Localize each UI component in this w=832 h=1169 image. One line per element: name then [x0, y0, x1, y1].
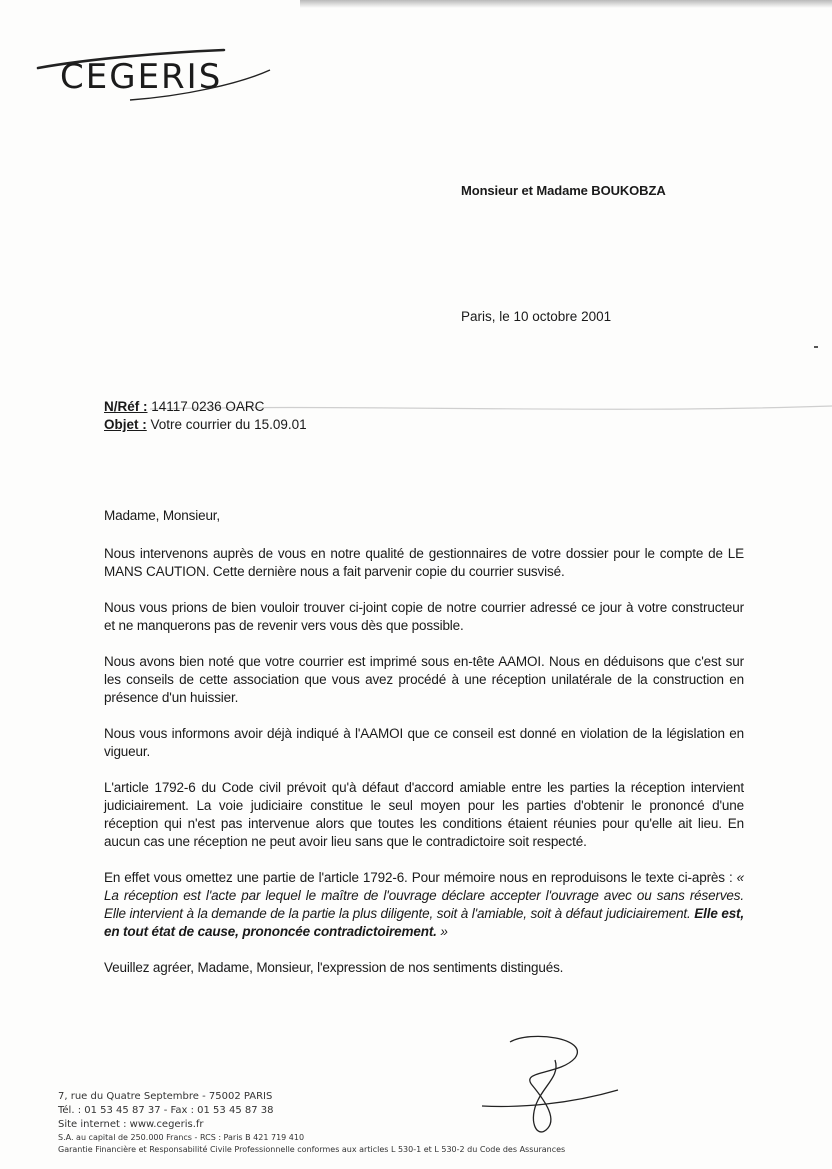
reference-label: N/Réf : — [104, 399, 148, 414]
article-quote-close: » — [436, 924, 448, 939]
company-footer — [58, 1090, 565, 1156]
date-line: Paris, le 10 octobre 2001 — [461, 309, 612, 324]
paragraph-2: Nous vous prions de bien vouloir trouver ci-joint copie de notre courrier adressé ce jour à votre constructeur et ne manquerons pas de revenir vers vous dès que possible. — [104, 600, 744, 633]
subject-value: Votre courrier du 15.09.01 — [150, 417, 307, 432]
reference-value: 14117 0236 OARC — [151, 399, 265, 414]
footer-guarantee: Garantie Financière et Responsabilité Civile Professionnelle conformes aux articles L 530-1 et L 530-2 du Code des Assurances — [58, 1145, 566, 1154]
article-quote: « La réception est l'acte par lequel le maître de l'ouvrage déclare accepter l'ouvrage avec ou sans réserves. Elle intervient à la demande de la partie la plus diligente, soit à l'amiable, soit à défaut judiciairement. — [104, 870, 744, 921]
salutation: Madame, Monsieur, — [104, 508, 221, 523]
closing-formula: Veuillez agréer, Madame, Monsieur, l'expression de nos sentiments distingués. — [104, 960, 564, 975]
scan-speck — [814, 346, 818, 348]
footer-website: Site internet : www.cegeris.fr — [58, 1119, 204, 1130]
scan-edge-shadow — [300, 0, 832, 8]
recipient-name: Monsieur et Madame BOUKOBZA — [461, 183, 666, 198]
article-quote-emphasis: Elle est, en tout état de cause, prononcée contradictoirement. — [104, 906, 744, 939]
paragraph-6 — [104, 869, 744, 941]
subject-line — [104, 416, 307, 434]
footer-capital: S.A. au capital de 250.000 Francs - RCS : Paris B 421 719 410 — [58, 1133, 305, 1142]
paragraph-5: L'article 1792-6 du Code civil prévoit qu'à défaut d'accord amiable entre les parties la réception intervient judiciairement. La voie judiciaire constitue le seul moyen pour les parties d'obtenir le prononcé d'une réception qui n'est pas intervenue alors que toutes les conditions étaient réunies pour qu'elle ait lieu. En aucun cas une réception ne peut avoir lieu sans que le contradictoire soit respecté. — [104, 780, 744, 849]
cegeris-logo — [34, 44, 274, 104]
paragraph-6-intro: En effet vous omettez une partie de l'article 1792-6. Pour mémoire nous en reproduisons le texte ci-après : — [104, 870, 737, 885]
paragraph-4: Nous vous informons avoir déjà indiqué à l'AAMOI que ce conseil est donné en violation de la législation en vigueur. — [104, 726, 744, 759]
paragraph-1: Nous intervenons auprès de vous en notre qualité de gestionnaires de votre dossier pour le compte de LE MANS CAUTION. Cette dernière nous a fait parvenir copie du courrier susvisé. — [104, 546, 744, 579]
reference-line — [104, 398, 307, 416]
footer-phone: Tél. : 01 53 45 87 37 - Fax : 01 53 45 87 38 — [58, 1105, 274, 1116]
subject-label: Objet : — [104, 417, 147, 432]
letter-body — [104, 507, 744, 995]
reference-block — [104, 398, 307, 434]
paragraph-3: Nous avons bien noté que votre courrier est imprimé sous en-tête AAMOI. Nous en déduisons que c'est sur les conseils de cette association que vous avez procédé à une réception unilatérale de la construction en présence d'un huissier. — [104, 654, 744, 705]
footer-address: 7, rue du Quatre Septembre - 75002 PARIS — [58, 1091, 273, 1102]
svg-text:CEGERIS: CEGERIS — [60, 57, 223, 97]
